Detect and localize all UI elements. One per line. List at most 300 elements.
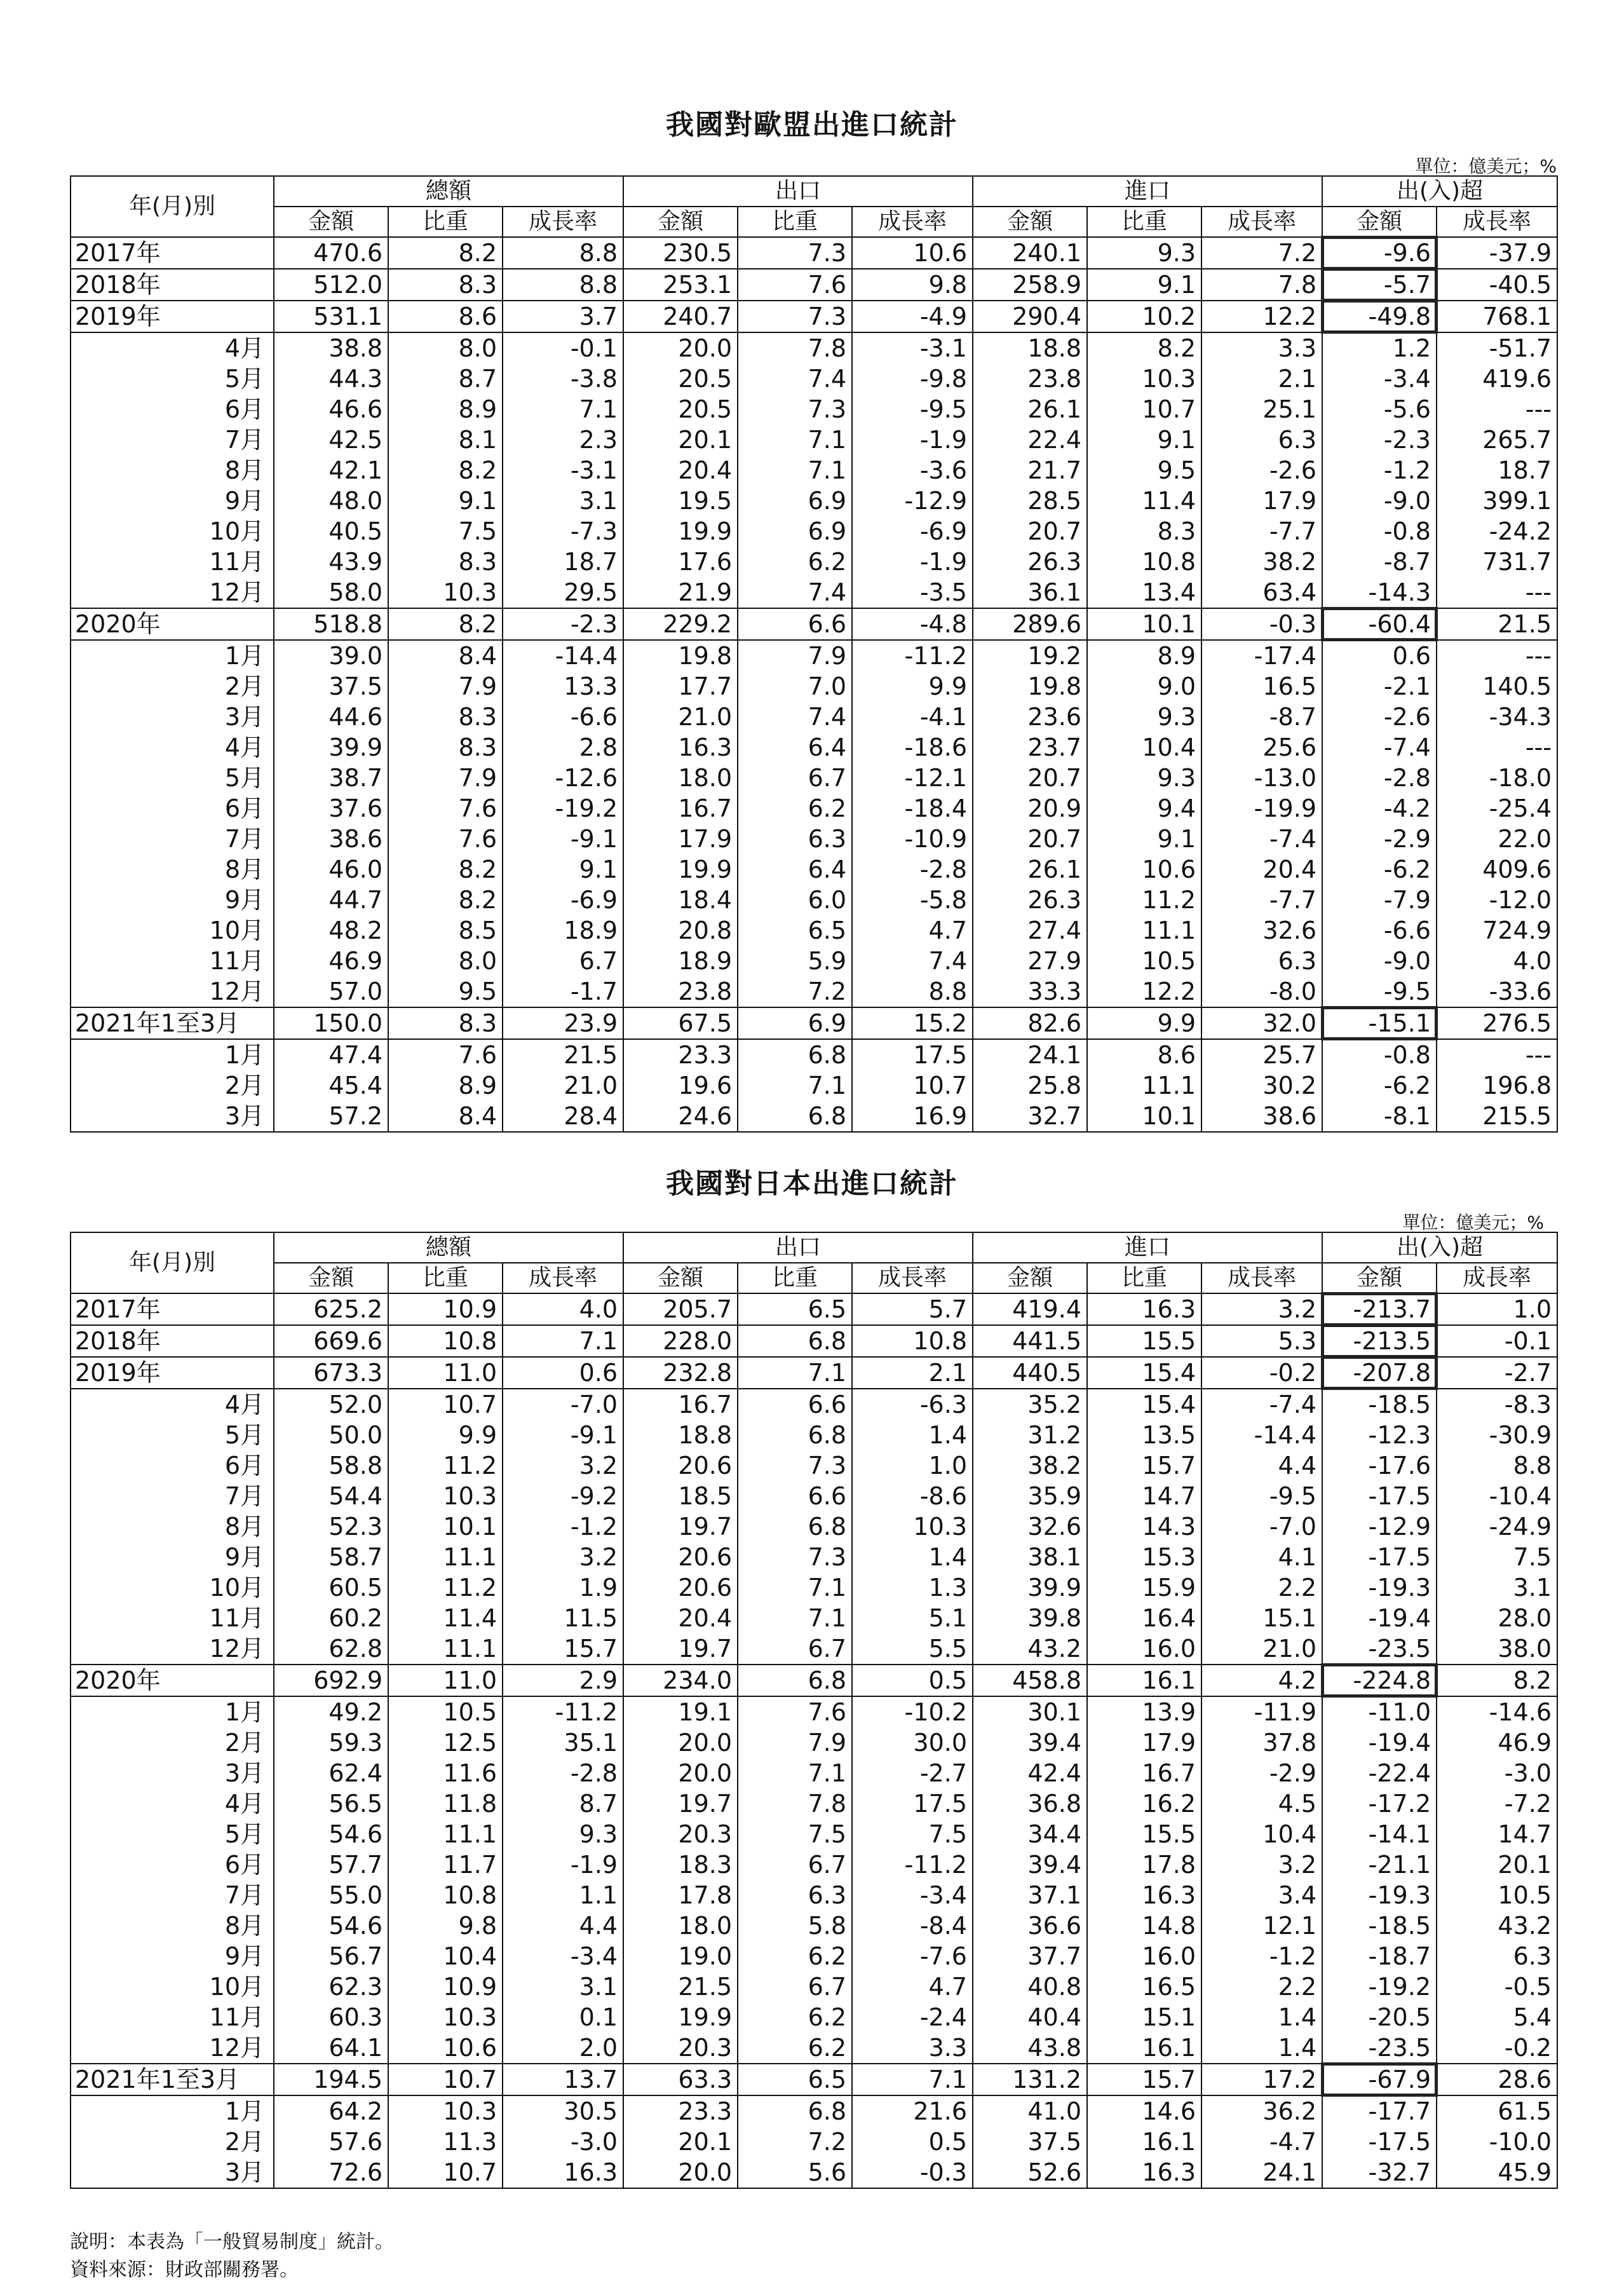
row-label: 2021年1至3月 — [71, 1007, 274, 1039]
table-cell: 11.0 — [388, 1665, 503, 1696]
table-row — [71, 885, 1557, 915]
table-cell: -7.6 — [852, 1941, 973, 1971]
table-cell: 38.8 — [274, 332, 388, 364]
table-cell: 9.9 — [1087, 1007, 1201, 1039]
table-cell: 14.7 — [1437, 1819, 1557, 1849]
table-cell: 49.2 — [274, 1696, 388, 1727]
table-cell: -7.4 — [1201, 1389, 1322, 1420]
table-cell: -11.2 — [503, 1696, 623, 1727]
table-cell: 25.6 — [1201, 732, 1322, 763]
row-label: 4月 — [71, 1389, 274, 1420]
table-cell: 7.1 — [738, 1758, 852, 1788]
table-cell: 18.0 — [623, 763, 738, 793]
note-explanation: 說明：本表為「一般貿易制度」統計。 — [70, 2231, 394, 2253]
table-row — [71, 364, 1557, 394]
table-cell: 441.5 — [973, 1325, 1087, 1357]
table-cell: 6.3 — [738, 824, 852, 854]
table-cell: 4.0 — [1437, 946, 1557, 976]
table-cell: 37.7 — [973, 1941, 1087, 1971]
table-cell: 20.5 — [623, 364, 738, 394]
table-cell: 22.4 — [973, 425, 1087, 455]
table-cell: 15.7 — [503, 1633, 623, 1665]
table-row — [71, 1971, 1557, 2002]
table-cell: 7.1 — [738, 1603, 852, 1633]
table-cell: 8.5 — [388, 915, 503, 946]
table-cell: 470.6 — [274, 237, 388, 269]
table-cell: 10.9 — [388, 1293, 503, 1325]
table-cell: -22.4 — [1322, 1758, 1437, 1788]
table-cell: 3.1 — [503, 486, 623, 516]
table-cell: 57.0 — [274, 976, 388, 1007]
row-label: 9月 — [71, 1941, 274, 1971]
row-label: 1月 — [71, 1696, 274, 1727]
table-cell: 8.6 — [1087, 1039, 1201, 1070]
table-cell: -0.8 — [1322, 1039, 1437, 1070]
table-cell: 8.0 — [388, 332, 503, 364]
table-cell: 1.4 — [1201, 2002, 1322, 2033]
table-cell: -7.0 — [503, 1389, 623, 1420]
table-cell: 10.8 — [852, 1325, 973, 1357]
table-cell: 11.6 — [388, 1758, 503, 1788]
table-cell: 45.9 — [1437, 2157, 1557, 2188]
table-cell: 44.7 — [274, 885, 388, 915]
sub-header: 比重 — [738, 207, 852, 237]
row-label: 3月 — [71, 702, 274, 732]
table-cell: 10.5 — [388, 1696, 503, 1727]
table-cell: -12.1 — [852, 763, 973, 793]
table-cell: 16.1 — [1087, 2033, 1201, 2064]
table-cell: 131.2 — [973, 2064, 1087, 2095]
table-cell: 60.3 — [274, 2002, 388, 2033]
table-cell: 21.0 — [623, 702, 738, 732]
row-label: 9月 — [71, 1542, 274, 1572]
table-cell: 11.7 — [388, 1849, 503, 1880]
table-cell: 20.4 — [1201, 854, 1322, 885]
table-cell: -2.8 — [503, 1758, 623, 1788]
table-cell: 16.9 — [852, 1101, 973, 1132]
table-cell: -9.0 — [1322, 486, 1437, 516]
table-cell: 7.5 — [388, 516, 503, 547]
table-cell: 30.2 — [1201, 1070, 1322, 1101]
table-row — [71, 1572, 1557, 1603]
table-cell: 57.7 — [274, 1849, 388, 1880]
table-cell: -3.8 — [503, 364, 623, 394]
table-cell: 4.4 — [503, 1910, 623, 1941]
table-cell: -3.0 — [503, 2127, 623, 2157]
table-cell: 253.1 — [623, 269, 738, 301]
table-cell: -213.5 — [1322, 1325, 1437, 1357]
table-cell: 20.6 — [623, 1542, 738, 1572]
table-cell: 15.1 — [1201, 1603, 1322, 1633]
table-cell: 11.1 — [1087, 1070, 1201, 1101]
table-cell: 8.4 — [388, 1101, 503, 1132]
table-cell: 17.6 — [623, 547, 738, 577]
table-cell: 20.7 — [973, 516, 1087, 547]
table-cell: 2.1 — [852, 1357, 973, 1389]
table-cell: 20.3 — [623, 1819, 738, 1849]
table-cell: 768.1 — [1437, 301, 1557, 332]
table-cell: 7.6 — [388, 793, 503, 824]
table-cell: 10.8 — [388, 1325, 503, 1357]
table-cell: 18.9 — [503, 915, 623, 946]
table-cell: 21.9 — [623, 577, 738, 608]
table-cell: 28.6 — [1437, 2064, 1557, 2095]
table-cell: 5.3 — [1201, 1325, 1322, 1357]
group-header: 出口 — [623, 1232, 973, 1263]
row-label: 5月 — [71, 1819, 274, 1849]
table-cell: 6.2 — [738, 2033, 852, 2064]
table-cell: 13.9 — [1087, 1696, 1201, 1727]
table-cell: 7.2 — [738, 2127, 852, 2157]
header-row-sub — [71, 207, 1557, 237]
table-cell: 20.1 — [1437, 1849, 1557, 1880]
table-cell: -6.6 — [503, 702, 623, 732]
table-cell: 3.2 — [503, 1450, 623, 1481]
table-cell: 20.0 — [623, 2157, 738, 2188]
table-cell: 46.0 — [274, 854, 388, 885]
row-label: 12月 — [71, 2033, 274, 2064]
table-cell: 6.4 — [738, 732, 852, 763]
table-cell: -11.2 — [852, 640, 973, 671]
table-cell: -8.0 — [1201, 976, 1322, 1007]
table-cell: 8.1 — [388, 425, 503, 455]
table-cell: 57.6 — [274, 2127, 388, 2157]
table-cell: 42.1 — [274, 455, 388, 486]
sub-header: 成長率 — [1437, 207, 1557, 237]
table-row — [71, 237, 1557, 269]
table-row — [71, 269, 1557, 301]
row-label: 8月 — [71, 1511, 274, 1542]
table-cell: 11.8 — [388, 1788, 503, 1819]
table-cell: 20.3 — [623, 2033, 738, 2064]
table-cell: -7.4 — [1201, 824, 1322, 854]
table-cell: 6.9 — [738, 1007, 852, 1039]
table-cell: 47.4 — [274, 1039, 388, 1070]
table-cell: 6.6 — [738, 608, 852, 640]
table-cell: 58.7 — [274, 1542, 388, 1572]
table-cell: 35.1 — [503, 1727, 623, 1758]
row-label: 2月 — [71, 2127, 274, 2157]
row-label: 5月 — [71, 364, 274, 394]
row-label: 2021年1至3月 — [71, 2064, 274, 2095]
table-cell: 3.1 — [1437, 1572, 1557, 1603]
period-header: 年(月)別 — [71, 176, 274, 237]
sub-header: 比重 — [1087, 207, 1201, 237]
table-cell: 9.5 — [1087, 455, 1201, 486]
table-cell: 5.8 — [738, 1910, 852, 1941]
table-cell: 37.5 — [274, 671, 388, 702]
table-cell: 6.9 — [738, 486, 852, 516]
table-cell: -10.0 — [1437, 2127, 1557, 2157]
table-cell: -1.9 — [503, 1849, 623, 1880]
table-cell: 194.5 — [274, 2064, 388, 2095]
table-cell: 48.0 — [274, 486, 388, 516]
row-label: 12月 — [71, 577, 274, 608]
table-cell: 20.4 — [623, 1603, 738, 1633]
table-row — [71, 1420, 1557, 1450]
table-cell: 16.1 — [1087, 2127, 1201, 2157]
table-cell: 54.4 — [274, 1481, 388, 1511]
table-row — [71, 1357, 1557, 1389]
table-cell: 30.5 — [503, 2095, 623, 2127]
table-cell: 2.2 — [1201, 1572, 1322, 1603]
table-cell: 31.2 — [973, 1420, 1087, 1450]
table-cell: -8.1 — [1322, 1101, 1437, 1132]
table-cell: 16.3 — [1087, 2157, 1201, 2188]
table-cell: 14.3 — [1087, 1511, 1201, 1542]
table-cell: 36.2 — [1201, 2095, 1322, 2127]
table-cell: 1.1 — [503, 1880, 623, 1910]
sub-header: 金額 — [973, 207, 1087, 237]
table-cell: 54.6 — [274, 1819, 388, 1849]
table-cell: 14.7 — [1087, 1481, 1201, 1511]
table-cell: 10.5 — [1437, 1880, 1557, 1910]
table-cell: 10.7 — [852, 1070, 973, 1101]
table-cell: -3.0 — [1437, 1758, 1557, 1788]
table-cell: 38.2 — [1201, 547, 1322, 577]
table-cell: 10.3 — [388, 2095, 503, 2127]
table-cell: -5.6 — [1322, 394, 1437, 425]
table-cell: 17.5 — [852, 1039, 973, 1070]
table-cell: 232.8 — [623, 1357, 738, 1389]
table-cell: 17.5 — [852, 1788, 973, 1819]
table-cell: 17.9 — [1201, 486, 1322, 516]
table-cell: 35.2 — [973, 1389, 1087, 1420]
table-cell: -12.6 — [503, 763, 623, 793]
table-cell: -49.8 — [1322, 301, 1437, 332]
table-cell: 27.9 — [973, 946, 1087, 976]
table-cell: -11.2 — [852, 1849, 973, 1880]
table-cell: 440.5 — [973, 1357, 1087, 1389]
table-cell: 692.9 — [274, 1665, 388, 1696]
table-row — [71, 1819, 1557, 1849]
table-cell: 7.8 — [1201, 269, 1322, 301]
table-cell: 8.3 — [1087, 516, 1201, 547]
table-cell: 15.5 — [1087, 1325, 1201, 1357]
table-cell: 13.3 — [503, 671, 623, 702]
table-row — [71, 301, 1557, 332]
table-cell: 38.6 — [274, 824, 388, 854]
table-cell: -8.4 — [852, 1910, 973, 1941]
table-cell: 6.3 — [738, 1880, 852, 1910]
table-cell: 13.7 — [503, 2064, 623, 2095]
table-cell: 26.1 — [973, 854, 1087, 885]
table-row — [71, 2157, 1557, 2188]
table-cell: 6.5 — [738, 915, 852, 946]
table-row — [71, 332, 1557, 364]
sub-header: 成長率 — [503, 207, 623, 237]
table-cell: 12.5 — [388, 1727, 503, 1758]
table-cell: 1.3 — [852, 1572, 973, 1603]
table-cell: --- — [1437, 640, 1557, 671]
table-cell: 10.4 — [388, 1941, 503, 1971]
table-cell: 3.3 — [852, 2033, 973, 2064]
table-cell: 26.1 — [973, 394, 1087, 425]
table-cell: 7.2 — [1201, 237, 1322, 269]
row-label: 4月 — [71, 732, 274, 763]
table-cell: 0.5 — [852, 2127, 973, 2157]
table-cell: 2.9 — [503, 1665, 623, 1696]
table-cell: 5.1 — [852, 1603, 973, 1633]
table-cell: 6.3 — [1201, 425, 1322, 455]
table-cell: 21.5 — [623, 1971, 738, 2002]
table-cell: 18.4 — [623, 885, 738, 915]
table-cell: 7.9 — [388, 671, 503, 702]
table-cell: 8.2 — [388, 885, 503, 915]
sub-header: 成長率 — [503, 1263, 623, 1293]
table-cell: -37.9 — [1437, 237, 1557, 269]
table-cell: 11.1 — [388, 1819, 503, 1849]
table-cell: 10.3 — [388, 577, 503, 608]
table-cell: 45.4 — [274, 1070, 388, 1101]
table-cell: 32.6 — [1201, 915, 1322, 946]
table-cell: 21.0 — [503, 1070, 623, 1101]
table-cell: 10.6 — [1087, 854, 1201, 885]
group-header: 總額 — [274, 176, 623, 207]
table-cell: 4.7 — [852, 1971, 973, 2002]
table-cell: -23.5 — [1322, 2033, 1437, 2064]
table-cell: -213.7 — [1322, 1293, 1437, 1325]
table-cell: 39.0 — [274, 640, 388, 671]
table-cell: 10.3 — [1087, 364, 1201, 394]
table-cell: 8.9 — [388, 1070, 503, 1101]
row-label: 3月 — [71, 1101, 274, 1132]
table-cell: 1.4 — [1201, 2033, 1322, 2064]
table-cell: -3.1 — [503, 455, 623, 486]
table-row — [71, 1603, 1557, 1633]
table-cell: 10.2 — [1087, 301, 1201, 332]
table-cell: 10.3 — [388, 1481, 503, 1511]
table-cell: -12.3 — [1322, 1420, 1437, 1450]
table-cell: 1.9 — [503, 1572, 623, 1603]
table-cell: 32.6 — [973, 1511, 1087, 1542]
table-cell: -8.6 — [852, 1481, 973, 1511]
table-cell: 9.5 — [388, 976, 503, 1007]
table-cell: -0.1 — [1437, 1325, 1557, 1357]
table-cell: 18.7 — [1437, 455, 1557, 486]
table-cell: -2.6 — [1201, 455, 1322, 486]
table-cell: 21.7 — [973, 455, 1087, 486]
row-label: 10月 — [71, 1572, 274, 1603]
table-cell: 0.6 — [503, 1357, 623, 1389]
table-cell: -13.0 — [1201, 763, 1322, 793]
table-row — [71, 577, 1557, 608]
sub-header: 金額 — [1322, 1263, 1437, 1293]
table-cell: 67.5 — [623, 1007, 738, 1039]
table-cell: -0.2 — [1437, 2033, 1557, 2064]
row-label: 8月 — [71, 854, 274, 885]
table-cell: 7.3 — [738, 394, 852, 425]
table-cell: 11.1 — [388, 1542, 503, 1572]
table-cell: 12.2 — [1201, 301, 1322, 332]
table-cell: 19.9 — [623, 854, 738, 885]
table-cell: 18.8 — [623, 1420, 738, 1450]
table-cell: 6.2 — [738, 2002, 852, 2033]
sub-header: 比重 — [738, 1263, 852, 1293]
table-row — [71, 2033, 1557, 2064]
table-cell: 20.0 — [623, 1727, 738, 1758]
table-cell: 62.8 — [274, 1633, 388, 1665]
table-cell: 7.1 — [738, 425, 852, 455]
table-cell: 5.6 — [738, 2157, 852, 2188]
table-cell: -3.4 — [852, 1880, 973, 1910]
table-cell: 17.8 — [623, 1880, 738, 1910]
row-label: 3月 — [71, 1758, 274, 1788]
table-cell: 10.1 — [388, 1511, 503, 1542]
table-cell: 7.1 — [852, 2064, 973, 2095]
row-label: 2017年 — [71, 237, 274, 269]
table-cell: 6.2 — [738, 793, 852, 824]
table-cell: 10.7 — [388, 2064, 503, 2095]
table-cell: 7.1 — [738, 455, 852, 486]
table-cell: -17.5 — [1322, 1481, 1437, 1511]
table-cell: -2.7 — [1437, 1357, 1557, 1389]
table-cell: 21.6 — [852, 2095, 973, 2127]
table-cell: 16.3 — [623, 732, 738, 763]
table-cell: 7.4 — [738, 577, 852, 608]
row-label: 1月 — [71, 2095, 274, 2127]
table-cell: 11.2 — [388, 1450, 503, 1481]
table-cell: -9.1 — [503, 824, 623, 854]
table-cell: 7.4 — [738, 364, 852, 394]
table-row — [71, 516, 1557, 547]
table-cell: 7.3 — [738, 301, 852, 332]
table-cell: -5.8 — [852, 885, 973, 915]
table-cell: -1.2 — [503, 1511, 623, 1542]
table-cell: 13.4 — [1087, 577, 1201, 608]
table-cell: -20.5 — [1322, 2002, 1437, 2033]
table-row — [71, 1293, 1557, 1325]
row-label: 1月 — [71, 640, 274, 671]
table-cell: 1.4 — [852, 1542, 973, 1572]
table-cell: -2.7 — [852, 1758, 973, 1788]
table-cell: 50.0 — [274, 1420, 388, 1450]
table-cell: 6.7 — [738, 1971, 852, 2002]
table-cell: -8.7 — [1322, 547, 1437, 577]
table-cell: 44.3 — [274, 364, 388, 394]
table-cell: -10.2 — [852, 1696, 973, 1727]
table-cell: 7.6 — [388, 1039, 503, 1070]
table-cell: -207.8 — [1322, 1357, 1437, 1389]
table-cell: 16.3 — [1087, 1880, 1201, 1910]
table-cell: 512.0 — [274, 269, 388, 301]
group-header: 總額 — [274, 1232, 623, 1263]
table-cell: 16.2 — [1087, 1788, 1201, 1819]
table-cell: 3.3 — [1201, 332, 1322, 364]
table-cell: 14.6 — [1087, 2095, 1201, 2127]
table-cell: -19.9 — [1201, 793, 1322, 824]
row-label: 6月 — [71, 394, 274, 425]
table-cell: 59.3 — [274, 1727, 388, 1758]
table-cell: 531.1 — [274, 301, 388, 332]
table-cell: 12.1 — [1201, 1910, 1322, 1941]
table-cell: 16.1 — [1087, 1665, 1201, 1696]
table-row — [71, 1542, 1557, 1572]
table-cell: -10.9 — [852, 824, 973, 854]
table-cell: 8.2 — [1087, 332, 1201, 364]
table-cell: 6.8 — [738, 1665, 852, 1696]
table-cell: 6.5 — [738, 2064, 852, 2095]
table-cell: 27.4 — [973, 915, 1087, 946]
sub-header: 比重 — [388, 1263, 503, 1293]
table-cell: 289.6 — [973, 608, 1087, 640]
eu-table-title: 我國對歐盟出進口統計 — [666, 109, 958, 141]
table-cell: -14.4 — [503, 640, 623, 671]
table-row — [71, 1481, 1557, 1511]
table-cell: 64.1 — [274, 2033, 388, 2064]
table-cell: 19.9 — [623, 2002, 738, 2033]
table-cell: 240.7 — [623, 301, 738, 332]
